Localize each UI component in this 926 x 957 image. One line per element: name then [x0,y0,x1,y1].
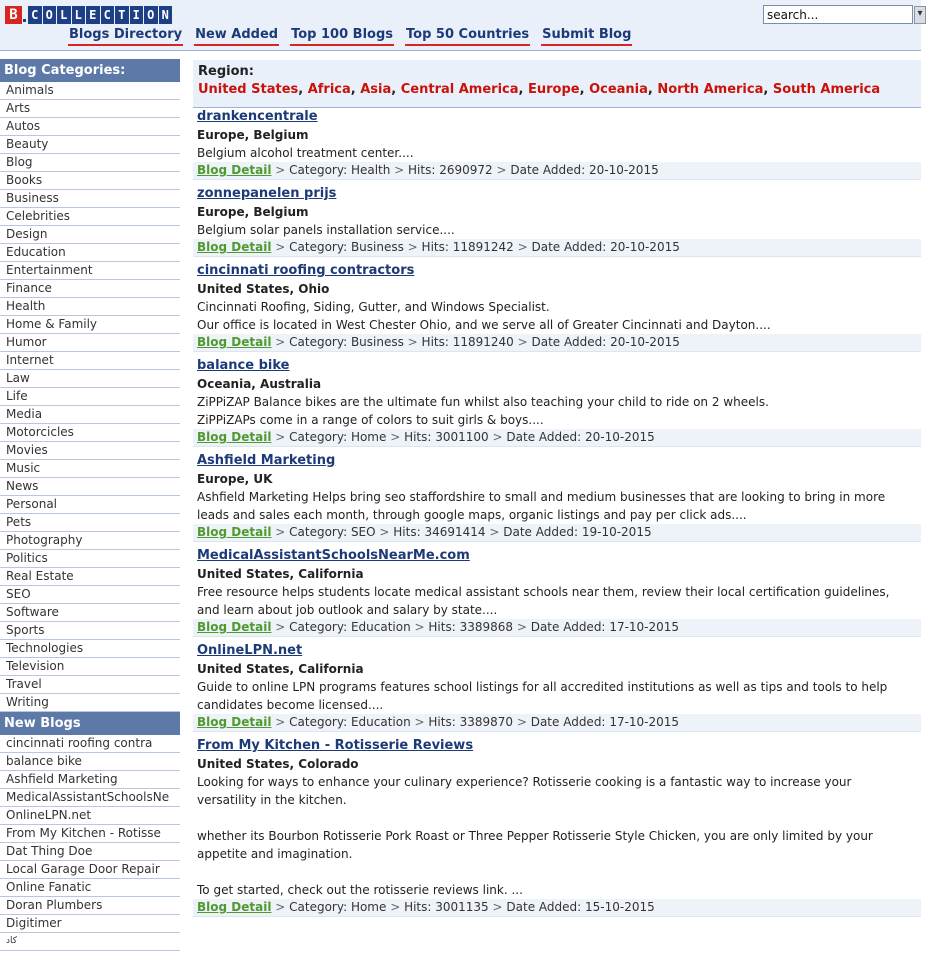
category-item-blog[interactable] [0,154,180,172]
blog-location: United States, Ohio [197,282,330,296]
new-blogs-list [0,735,180,951]
category-item-movies[interactable] [0,442,180,460]
category-item-photography[interactable] [0,532,180,550]
meta-separator: > [403,335,422,349]
category-link[interactable]: Life [6,389,28,403]
blog-date-added: 20-10-2015 [588,163,659,177]
blog-date-added: 19-10-2015 [581,525,652,539]
region-links [198,81,921,99]
category-link[interactable]: Internet [6,353,54,367]
meta-separator: > [485,525,504,539]
category-item-life[interactable] [0,388,180,406]
category-link[interactable]: Education [6,245,66,259]
blog-hits: 2690972 [439,163,493,177]
blog-meta [193,429,921,446]
category-item-television[interactable] [0,658,180,676]
blog-meta [193,334,921,351]
blog-entry [193,108,921,180]
region-separator: , [579,82,590,97]
blog-date-added: 20-10-2015 [610,335,680,349]
category-label: Category: [289,430,348,444]
meta-separator: > [271,715,290,729]
blog-hits: 3389868 [459,620,514,634]
category-link[interactable]: Real Estate [6,569,74,583]
search-box [763,5,923,24]
category-item-software[interactable] [0,604,180,622]
category-label: Category: [289,335,348,349]
category-label: Category: [289,525,348,539]
category-link[interactable]: Music [6,461,41,475]
description-line: Belgium solar panels installation service.... [197,223,455,237]
category-item-beauty[interactable] [0,136,180,154]
new-blog-link[interactable]: Ashfield Marketing [6,772,118,786]
category-link[interactable]: Television [6,659,65,673]
region-link-europe[interactable]: Europe [527,82,580,97]
category-item-autos[interactable] [0,118,180,136]
logo-letter: L [57,6,71,24]
logo-letter-b: B [5,6,22,24]
blog-category: Education [350,620,411,634]
category-link[interactable]: Celebrities [6,209,71,223]
meta-separator: > [513,715,531,729]
category-item-music[interactable] [0,460,180,478]
new-blog-item[interactable] [0,879,180,897]
blog-detail-link[interactable]: Blog Detail [197,430,272,444]
blog-detail-link[interactable]: Blog Detail [197,620,272,634]
new-blog-item[interactable] [0,843,180,861]
blog-entry [193,547,921,637]
description-line: Guide to online LPN programs features school listings for all accredited institutions as well as tips and tools to help candidates become licensed.... [197,680,888,712]
blog-date-added: 20-10-2015 [610,240,680,254]
category-link[interactable]: Movies [6,443,48,457]
category-link[interactable]: SEO [6,587,31,601]
blog-detail-link[interactable]: Blog Detail [197,163,272,177]
category-link[interactable]: Health [6,299,46,313]
blog-title-link[interactable]: zonnepanelen prijs [197,186,337,201]
category-link[interactable]: Books [6,173,43,187]
new-blog-link[interactable]: MedicalAssistantSchoolsNe [6,790,170,804]
region-separator: , [518,82,528,97]
date-added-label: Date Added: [510,163,586,177]
blog-entry [193,357,921,447]
blog-location: Europe, Belgium [197,128,309,142]
new-blog-link[interactable]: From My Kitchen - Rotisse [6,826,161,840]
nav-top-50-countries[interactable]: Top 50 Countries [405,26,530,46]
blog-location: United States, Colorado [197,757,359,771]
region-link-central-america[interactable]: Central America [400,82,519,97]
new-blog-link[interactable]: cincinnati roofing contra [6,736,153,750]
sidebar [0,59,180,951]
site-logo[interactable] [5,6,172,24]
hits-label: Hits: [393,525,421,539]
blog-date-added: 17-10-2015 [609,620,680,634]
new-blog-link[interactable]: OnlineLPN.net [6,808,92,822]
new-blog-link[interactable]: Local Garage Door Repair [6,862,160,876]
category-link[interactable]: Blog [6,155,33,169]
blog-entry [193,262,921,352]
blog-meta [193,524,921,541]
category-link[interactable]: Humor [6,335,47,349]
meta-separator: > [410,620,429,634]
hits-label: Hits: [421,335,449,349]
new-blog-link[interactable]: Dat Thing Doe [6,844,93,858]
category-item-business[interactable] [0,190,180,208]
meta-separator: > [271,163,290,177]
category-link[interactable]: Technologies [6,641,84,655]
category-item-finance[interactable] [0,280,180,298]
region-separator: , [350,82,361,97]
new-blog-link[interactable]: balance bike [6,754,82,768]
meta-separator: > [513,240,532,254]
description-line: To get started, check out the rotisserie reviews link. ... [197,883,523,897]
category-item-real-estate[interactable] [0,568,180,586]
region-link-north-america[interactable]: North America [657,82,764,97]
new-blog-item[interactable] [0,897,180,915]
blog-category: Business [350,335,404,349]
date-added-label: Date Added: [530,715,606,729]
new-blog-link[interactable]: Digitimer [6,916,62,930]
blog-listing [193,108,921,917]
date-added-label: Date Added: [531,335,607,349]
description-spacer [197,809,913,827]
region-link-south-america[interactable]: South America [772,82,881,97]
category-link[interactable]: Law [6,371,30,385]
category-link[interactable]: Animals [6,83,54,97]
meta-separator: > [386,900,405,914]
category-label: Category: [289,240,348,254]
meta-separator: > [513,620,531,634]
category-link[interactable]: Autos [6,119,41,133]
blog-category: Education [350,715,411,729]
blog-description [197,221,921,239]
region-filter [193,60,921,108]
nav-blogs-directory[interactable]: Blogs Directory [68,26,183,46]
category-item-health[interactable] [0,298,180,316]
category-link[interactable]: Arts [6,101,31,115]
category-link[interactable]: Personal [6,497,58,511]
blog-category: Home [350,430,387,444]
category-item-travel[interactable] [0,676,180,694]
hits-label: Hits: [408,163,436,177]
region-separator: , [298,82,308,97]
category-link[interactable]: Software [6,605,59,619]
blog-category: Health [350,163,391,177]
description-line: whether its Bourbon Rotisserie Pork Roast or Three Pepper Rotisserie Style Chicken, you are only limited by your appetite and imagination. [197,829,873,861]
meta-separator: > [375,525,394,539]
blog-category: Home [350,900,387,914]
blog-categories-heading: Blog Categories: [0,59,180,82]
region-separator: , [647,82,658,97]
category-link[interactable]: Design [6,227,48,241]
category-link[interactable]: Entertainment [6,263,93,277]
main-content [193,60,921,922]
blog-description [197,144,921,162]
category-item-celebrities[interactable] [0,208,180,226]
category-item-pets[interactable] [0,514,180,532]
blog-location: Europe, Belgium [197,205,309,219]
category-item-motorcicles[interactable] [0,424,180,442]
description-line: ZiPPiZAPs come in a range of colors to suit girls & boys.... [197,413,544,427]
logo-letter: T [115,6,129,24]
new-blog-item[interactable] [0,771,180,789]
region-link-oceania[interactable]: Oceania [589,82,648,97]
category-link[interactable]: Sports [6,623,45,637]
blog-description [197,678,921,714]
blog-location: Europe, UK [197,472,273,486]
logo-wordmark [27,6,172,24]
blog-entry [193,737,921,917]
region-label: Region: [198,64,254,79]
logo-letter: O [43,6,57,24]
meta-separator: > [488,430,507,444]
category-label: Category: [289,900,348,914]
category-link[interactable]: Beauty [6,137,49,151]
new-blog-item[interactable] [0,789,180,807]
category-link[interactable]: Motorcicles [6,425,74,439]
category-label: Category: [289,715,348,729]
blog-entry [193,185,921,257]
blog-hits: 3001100 [435,430,489,444]
category-item-technologies[interactable] [0,640,180,658]
blog-detail-link[interactable]: Blog Detail [197,240,272,254]
meta-separator: > [271,620,290,634]
blog-date-added: 17-10-2015 [609,715,680,729]
category-list [0,82,180,712]
blog-title-link[interactable]: OnlineLPN.net [197,643,303,658]
new-blog-link[interactable]: Doran Plumbers [6,898,103,912]
logo-letter: C [101,6,115,24]
blog-date-added: 15-10-2015 [585,900,655,914]
blog-meta [193,714,921,731]
category-link[interactable]: Business [6,191,59,205]
category-label: Category: [289,620,348,634]
meta-separator: > [513,335,532,349]
blog-meta [193,619,921,636]
region-link-asia[interactable]: Asia [360,82,392,97]
blog-description [197,583,921,619]
blog-meta [193,162,921,179]
new-blog-item[interactable] [0,753,180,771]
hits-label: Hits: [404,900,432,914]
category-item-media[interactable] [0,406,180,424]
category-label: Category: [289,163,348,177]
category-item-sports[interactable] [0,622,180,640]
region-link-united-states[interactable]: United States [198,82,299,97]
blog-title-link[interactable]: balance bike [197,358,290,373]
hits-label: Hits: [421,240,449,254]
new-blog-item[interactable] [0,861,180,879]
nav-submit-blog[interactable]: Submit Blog [541,26,632,46]
blog-title-link[interactable]: cincinnati roofing contractors [197,263,415,278]
category-item-design[interactable] [0,226,180,244]
category-item-animals[interactable] [0,82,180,100]
blog-meta [193,899,921,916]
blog-detail-link[interactable]: Blog Detail [197,335,272,349]
category-item-politics[interactable] [0,550,180,568]
blog-hits: 34691414 [424,525,486,539]
new-blog-item[interactable] [0,825,180,843]
category-link[interactable]: Finance [6,281,52,295]
logo-letter: C [28,6,42,24]
meta-separator: > [488,900,507,914]
category-item-education[interactable] [0,244,180,262]
blog-title-link[interactable]: From My Kitchen - Rotisserie Reviews [197,738,474,753]
meta-separator: > [386,430,405,444]
date-added-label: Date Added: [506,900,582,914]
blog-date-added: 20-10-2015 [585,430,655,444]
description-line: Cincinnati Roofing, Siding, Gutter, and Windows Specialist. [197,300,550,314]
meta-separator: > [271,525,290,539]
new-blog-item[interactable] [0,807,180,825]
blog-title-link[interactable]: MedicalAssistantSchoolsNearMe.com [197,548,470,563]
region-separator: , [763,82,773,97]
blog-category: Business [350,240,404,254]
meta-separator: > [271,900,290,914]
blog-detail-link[interactable]: Blog Detail [197,525,272,539]
category-item-entertainment[interactable] [0,262,180,280]
description-line: Belgium alcohol treatment center.... [197,146,414,160]
meta-separator: > [492,163,511,177]
date-added-label: Date Added: [531,240,607,254]
blog-detail-link[interactable]: Blog Detail [197,715,272,729]
nav-new-added[interactable]: New Added [194,26,279,46]
category-link[interactable]: Photography [6,533,83,547]
logo-letter: I [130,6,144,24]
description-line: Free resource helps students locate medical assistant schools near them, review their local certification guidelines, and learn about job outlook and salary by state.... [197,585,890,617]
category-item-humor[interactable] [0,334,180,352]
blog-description [197,298,921,334]
description-line: Looking for ways to enhance your culinary experience? Rotisserie cooking is a fantastic way to increase your versatility in the kitchen. [197,775,852,807]
date-added-label: Date Added: [506,430,582,444]
blog-title-link[interactable]: Ashfield Marketing [197,453,336,468]
new-blog-item[interactable] [0,735,180,753]
meta-separator: > [390,163,409,177]
category-link[interactable]: Politics [6,551,48,565]
category-item-home-family[interactable] [0,316,180,334]
hits-label: Hits: [428,620,456,634]
blog-description [197,773,921,899]
nav-top-100-blogs[interactable]: Top 100 Blogs [290,26,394,46]
blog-hits: 3001135 [435,900,489,914]
blog-title-link[interactable]: drankencentrale [197,109,318,124]
category-item-law[interactable] [0,370,180,388]
category-item-news[interactable] [0,478,180,496]
logo-dot [22,6,27,24]
category-link[interactable]: Pets [6,515,32,529]
description-line: ZiPPiZAP Balance bikes are the ultimate fun whilst also teaching your child to ride on 2 wheels. [197,395,769,409]
blog-location: United States, California [197,662,364,676]
new-blog-link[interactable]: كاد [6,936,18,946]
logo-letter: O [144,6,158,24]
category-item-arts[interactable] [0,100,180,118]
blog-hits: 3389870 [459,715,514,729]
description-spacer [197,863,913,881]
description-line: Our office is located in West Chester Ohio, and we serve all of Greater Cincinnati and Dayton.... [197,318,771,332]
arrow-down-icon[interactable]: ▾ [914,6,926,24]
logo-letter: E [86,6,100,24]
category-item-writing[interactable] [0,694,180,712]
logo-letter: N [159,6,173,24]
meta-separator: > [271,240,290,254]
blog-hits: 11891240 [452,335,514,349]
site-header [0,0,921,51]
category-link[interactable]: Travel [6,677,42,691]
blog-meta [193,239,921,256]
meta-separator: > [403,240,422,254]
meta-separator: > [410,715,429,729]
date-added-label: Date Added: [503,525,579,539]
hits-label: Hits: [428,715,456,729]
category-item-personal[interactable] [0,496,180,514]
category-link[interactable]: Home & Family [6,317,98,331]
search-input[interactable] [763,5,913,24]
blog-category: SEO [350,525,376,539]
category-link[interactable]: News [6,479,39,493]
category-link[interactable]: Media [6,407,43,421]
blog-location: Oceania, Australia [197,377,322,391]
category-item-books[interactable] [0,172,180,190]
date-added-label: Date Added: [530,620,606,634]
blog-location: United States, California [197,567,364,581]
blog-detail-link[interactable]: Blog Detail [197,900,272,914]
main-nav [68,26,643,46]
new-blog-link[interactable]: Online Fanatic [6,880,92,894]
new-blogs-heading: New Blogs [0,712,180,735]
new-blog-item[interactable] [0,915,180,933]
region-link-africa[interactable]: Africa [307,82,351,97]
new-blog-item[interactable] [0,933,180,951]
region-separator: , [391,82,401,97]
meta-separator: > [271,430,290,444]
logo-letter: L [72,6,86,24]
blog-description [197,488,921,524]
description-line: Ashfield Marketing Helps bring seo staffordshire to small and medium businesses that are looking to bring in more leads and sales each month, through google maps, organic listings and pay per click ads.... [197,490,886,522]
blog-description [197,393,921,429]
hits-label: Hits: [404,430,432,444]
blog-entry [193,642,921,732]
blog-entry [193,452,921,542]
category-link[interactable]: Writing [6,695,49,709]
category-item-internet[interactable] [0,352,180,370]
blog-hits: 11891242 [452,240,514,254]
meta-separator: > [271,335,290,349]
category-item-seo[interactable] [0,586,180,604]
